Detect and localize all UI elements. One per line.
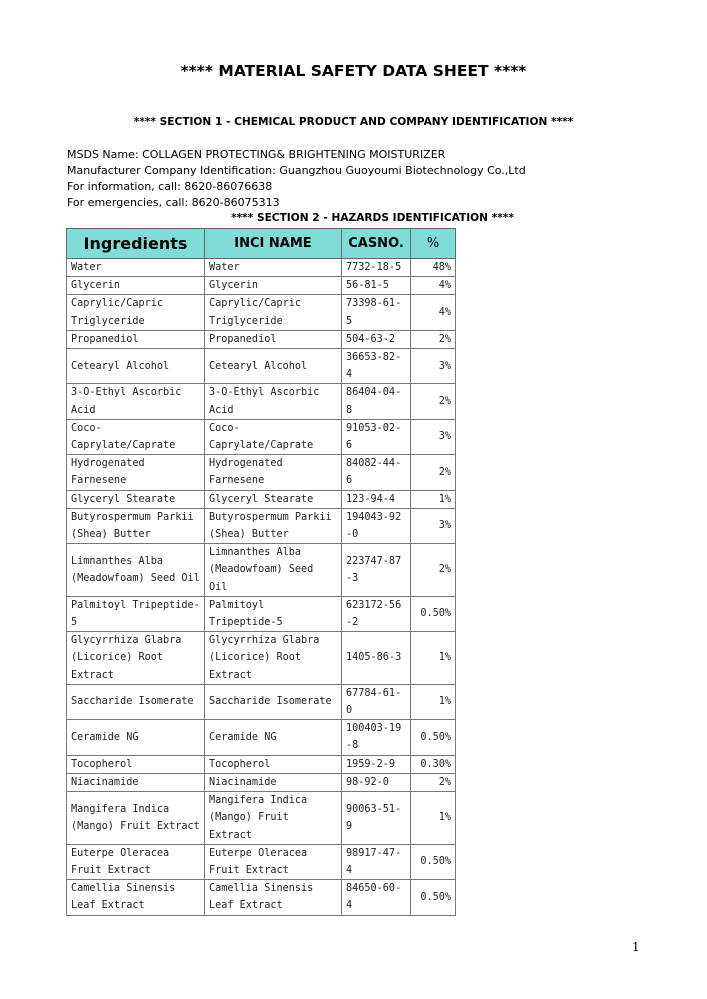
table-row xyxy=(67,544,456,597)
percent-cell: 3% xyxy=(411,419,456,454)
column-header-inci-name: INCI NAME xyxy=(205,229,342,259)
table-row xyxy=(67,490,456,508)
inci-name-cell: Butyrospermum Parkii (Shea) Butter xyxy=(205,508,342,543)
cas-number-cell: 98-92-0 xyxy=(342,773,411,791)
table-row xyxy=(67,349,456,384)
inci-name-cell: Glycyrrhiza Glabra (Licorice) Root Extract xyxy=(205,632,342,685)
table-row xyxy=(67,632,456,685)
percent-cell: 3% xyxy=(411,349,456,384)
cas-number-cell: 223747-87-3 xyxy=(342,544,411,597)
inci-name-cell: 3-O-Ethyl Ascorbic Acid xyxy=(205,384,342,419)
cas-number-cell: 623172-56-2 xyxy=(342,596,411,631)
inci-name-cell: Tocopherol xyxy=(205,755,342,773)
inci-name-cell: Coco-Caprylate/Caprate xyxy=(205,419,342,454)
percent-cell: 48% xyxy=(411,259,456,277)
ingredient-cell: Butyrospermum Parkii (Shea) Butter xyxy=(67,508,205,543)
ingredient-cell: Niacinamide xyxy=(67,773,205,791)
percent-cell: 0.50% xyxy=(411,844,456,879)
ingredient-cell: Camellia Sinensis Leaf Extract xyxy=(67,880,205,915)
cas-number-cell: 36653-82-4 xyxy=(342,349,411,384)
table-row xyxy=(67,295,456,330)
table-row xyxy=(67,880,456,915)
ingredient-cell: Water xyxy=(67,259,205,277)
table-row xyxy=(67,419,456,454)
table-row xyxy=(67,684,456,719)
inci-name-cell: Water xyxy=(205,259,342,277)
column-header-casno: CASNO. xyxy=(342,229,411,259)
inci-name-cell: Limnanthes Alba (Meadowfoam) Seed Oil xyxy=(205,544,342,597)
ingredient-cell: Cetearyl Alcohol xyxy=(67,349,205,384)
table-row xyxy=(67,755,456,773)
percent-cell: 0.50% xyxy=(411,596,456,631)
ingredient-cell: Coco-Caprylate/Caprate xyxy=(67,419,205,454)
table-row xyxy=(67,259,456,277)
percent-cell: 4% xyxy=(411,277,456,295)
inci-name-cell: Saccharide Isomerate xyxy=(205,684,342,719)
inci-name-cell: Mangifera Indica (Mango) Fruit Extract xyxy=(205,792,342,845)
ingredient-cell: Tocopherol xyxy=(67,755,205,773)
inci-name-cell: Hydrogenated Farnesene xyxy=(205,455,342,490)
section-2-heading xyxy=(0,212,707,224)
percent-cell: 2% xyxy=(411,330,456,348)
ingredient-cell: Propanediol xyxy=(67,330,205,348)
ingredient-cell: Mangifera Indica (Mango) Fruit Extract xyxy=(67,792,205,845)
inci-name-cell: Glyceryl Stearate xyxy=(205,490,342,508)
table-row xyxy=(67,508,456,543)
inci-name-cell: Propanediol xyxy=(205,330,342,348)
table-body xyxy=(67,259,456,916)
percent-cell: 2% xyxy=(411,544,456,597)
ingredient-cell: Ceramide NG xyxy=(67,720,205,755)
percent-cell: 1% xyxy=(411,684,456,719)
information-phone: For information, call: 8620-86076638 xyxy=(67,180,273,193)
ingredient-cell: Glycerin xyxy=(67,277,205,295)
ingredient-cell: Euterpe Oleracea Fruit Extract xyxy=(67,844,205,879)
cas-number-cell: 194043-92-0 xyxy=(342,508,411,543)
column-header-percent: % xyxy=(411,229,456,259)
percent-cell: 1% xyxy=(411,792,456,845)
percent-cell: 2% xyxy=(411,384,456,419)
ingredient-cell: Palmitoyl Tripeptide-5 xyxy=(67,596,205,631)
ingredient-cell: Saccharide Isomerate xyxy=(67,684,205,719)
percent-cell: 0.50% xyxy=(411,720,456,755)
cas-number-cell: 91053-02-6 xyxy=(342,419,411,454)
inci-name-cell: Glycerin xyxy=(205,277,342,295)
manufacturer: Manufacturer Company Identification: Guangzhou Guoyoumi Biotechnology Co.,Ltd xyxy=(67,164,526,177)
inci-name-cell: Euterpe Oleracea Fruit Extract xyxy=(205,844,342,879)
emergency-phone: For emergencies, call: 8620-86075313 xyxy=(67,196,280,209)
percent-cell: 2% xyxy=(411,455,456,490)
cas-number-cell: 90063-51-9 xyxy=(342,792,411,845)
cas-number-cell: 504-63-2 xyxy=(342,330,411,348)
percent-cell: 0.50% xyxy=(411,880,456,915)
section-2-heading-text: **** SECTION 2 - HAZARDS IDENTIFICATION **** xyxy=(231,212,514,224)
table-row xyxy=(67,773,456,791)
cas-number-cell: 73398-61-5 xyxy=(342,295,411,330)
ingredient-cell: Caprylic/Capric Triglyceride xyxy=(67,295,205,330)
table-row xyxy=(67,720,456,755)
document-title: **** MATERIAL SAFETY DATA SHEET **** xyxy=(180,62,527,80)
table-row xyxy=(67,596,456,631)
ingredient-cell: Hydrogenated Farnesene xyxy=(67,455,205,490)
percent-cell: 1% xyxy=(411,490,456,508)
ingredients-table xyxy=(66,228,456,916)
msds-name: MSDS Name: COLLAGEN PROTECTING& BRIGHTENING MOISTURIZER xyxy=(67,148,446,161)
cas-number-cell: 86404-04-8 xyxy=(342,384,411,419)
inci-name-cell: Caprylic/Capric Triglyceride xyxy=(205,295,342,330)
ingredient-cell: Glyceryl Stearate xyxy=(67,490,205,508)
cas-number-cell: 7732-18-5 xyxy=(342,259,411,277)
cas-number-cell: 84082-44-6 xyxy=(342,455,411,490)
inci-name-cell: Camellia Sinensis Leaf Extract xyxy=(205,880,342,915)
page-number: 1 xyxy=(632,940,640,954)
cas-number-cell: 1959-2-9 xyxy=(342,755,411,773)
table-row xyxy=(67,792,456,845)
cas-number-cell: 100403-19-8 xyxy=(342,720,411,755)
table-row xyxy=(67,330,456,348)
inci-name-cell: Niacinamide xyxy=(205,773,342,791)
inci-name-cell: Palmitoyl Tripeptide-5 xyxy=(205,596,342,631)
cas-number-cell: 56-81-5 xyxy=(342,277,411,295)
ingredient-cell: Glycyrrhiza Glabra (Licorice) Root Extract xyxy=(67,632,205,685)
cas-number-cell: 84650-60-4 xyxy=(342,880,411,915)
inci-name-cell: Cetearyl Alcohol xyxy=(205,349,342,384)
cas-number-cell: 123-94-4 xyxy=(342,490,411,508)
cas-number-cell: 1405-86-3 xyxy=(342,632,411,685)
cas-number-cell: 67784-61-0 xyxy=(342,684,411,719)
column-header-ingredients: Ingredients xyxy=(67,229,205,259)
table-row xyxy=(67,844,456,879)
table-header-row xyxy=(67,229,456,259)
percent-cell: 0.30% xyxy=(411,755,456,773)
ingredient-cell: 3-O-Ethyl Ascorbic Acid xyxy=(67,384,205,419)
percent-cell: 1% xyxy=(411,632,456,685)
product-identification xyxy=(67,147,526,211)
percent-cell: 2% xyxy=(411,773,456,791)
ingredient-cell: Limnanthes Alba (Meadowfoam) Seed Oil xyxy=(67,544,205,597)
table-row xyxy=(67,277,456,295)
cas-number-cell: 98917-47-4 xyxy=(342,844,411,879)
inci-name-cell: Ceramide NG xyxy=(205,720,342,755)
table-row xyxy=(67,455,456,490)
section-1-heading: **** SECTION 1 - CHEMICAL PRODUCT AND COMPANY IDENTIFICATION **** xyxy=(133,116,574,128)
percent-cell: 4% xyxy=(411,295,456,330)
table-row xyxy=(67,384,456,419)
percent-cell: 3% xyxy=(411,508,456,543)
